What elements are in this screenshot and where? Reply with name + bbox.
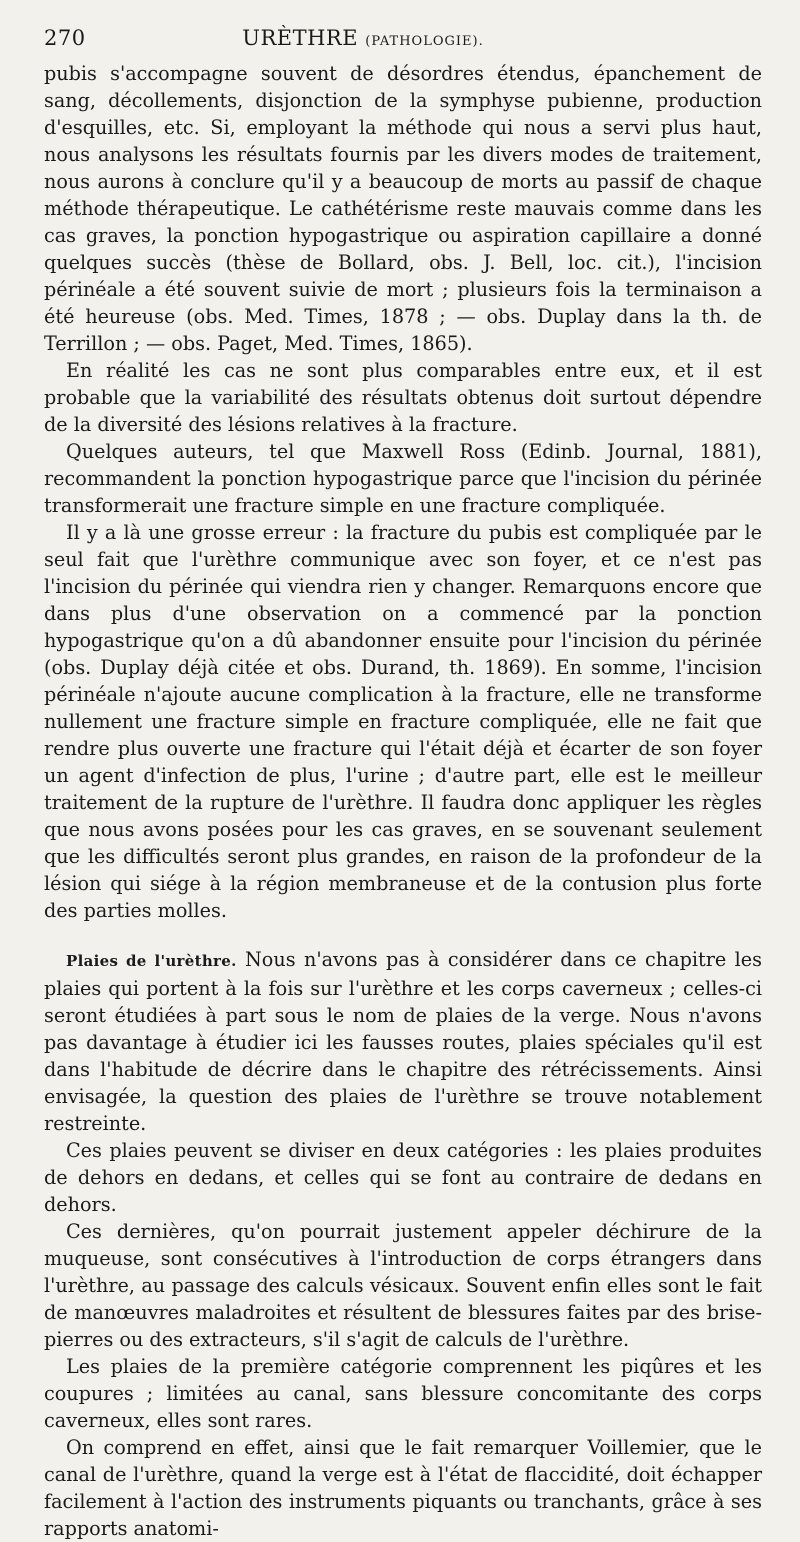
section-intro-text: Nous n'avons pas à considérer dans ce chapitre les plaies qui portent à la fois sur l'urèthre et les corps caverneux ; celles-ci seront étudiées à part sous le nom de plaies de la verge. Nous n'avons pas davantage à étudier ici les fausses routes, plaies spéciales qu'il est dans l'habitude de décrire dans le chapitre des rétrécissements. Ainsi envisagée, la question des plaies de l'urèthre se trouve notablement restreinte. bbox=[44, 948, 762, 1135]
paragraph: Quelques auteurs, tel que Maxwell Ross (Edinb. Journal, 1881), recommandent la ponction hypogastrique parce que l'incision du périnée transformerait une fracture simple en une fracture compliquée. bbox=[44, 440, 762, 517]
paragraph: Ces plaies peuvent se diviser en deux catégories : les plaies produites de dehors en dedans, et celles qui se font au contraire de dedans en dehors. bbox=[44, 1139, 762, 1216]
section-divider-space bbox=[44, 924, 762, 946]
running-head-title: URÈTHRE bbox=[242, 26, 359, 50]
running-head-subtitle: (PATHOLOGIE). bbox=[365, 34, 484, 49]
page-number: 270 bbox=[44, 26, 86, 50]
paragraph: En réalité les cas ne sont plus comparables entre eux, et il est probable que la variabilité des résultats obtenus doit surtout dépendre de la diversité des lésions relatives à la fracture. bbox=[44, 359, 762, 436]
paragraph: Ces dernières, qu'on pourrait justement appeler déchirure de la muqueuse, sont consécutives à l'introduction de corps étrangers dans l'urèthre, au passage des calculs vésicaux. Souvent enfin elles sont le fait de manœuvres maladroites et résultent de blessures faites par des brise-pierres ou des extracteurs, s'il s'agit de calculs de l'urèthre. bbox=[44, 1220, 762, 1351]
body-text bbox=[44, 60, 762, 1542]
paragraph: Les plaies de la première catégorie comprennent les piqûres et les coupures ; limitées au canal, sans blessure concomitante des corps caverneux, elles sont rares. bbox=[44, 1355, 762, 1432]
section-first-paragraph bbox=[44, 946, 762, 1137]
running-head bbox=[104, 26, 702, 50]
paragraph: pubis s'accompagne souvent de désordres étendus, épanchement de sang, décollements, disjonction de la symphyse pubienne, production d'esquilles, etc. Si, employant la méthode qui nous a servi plus haut, nous analysons les résultats fournis par les divers modes de traitement, nous aurons à conclure qu'il y a beaucoup de morts au passif de chaque méthode thérapeutique. Le cathétérisme reste mauvais comme dans les cas graves, la ponction hypogastrique ou aspiration capillaire a donné quelques succès (thèse de Bollard, obs. J. Bell, loc. cit.), l'incision périnéale a été souvent suivie de mort ; plusieurs fois la terminaison a été heureuse (obs. Med. Times, 1878 ; — obs. Duplay dans la th. de Terrillon ; — obs. Paget, Med. Times, 1865). bbox=[44, 62, 762, 355]
paragraph: Il y a là une grosse erreur : la fracture du pubis est compliquée par le seul fait que l'urèthre communique avec son foyer, et ce n'est pas l'incision du périnée qui viendra rien y changer. Remarquons encore que dans plus d'une observation on a commencé par la ponction hypogastrique qu'on a dû abandonner ensuite pour l'incision du périnée (obs. Duplay déjà citée et obs. Durand, th. 1869). En somme, l'incision périnéale n'ajoute aucune complication à la fracture, elle ne transforme nullement une fracture simple en fracture compliquée, elle ne fait que rendre plus ouverte une fracture qui l'était déjà et écarter de son foyer un agent d'infection de plus, l'urine ; d'autre part, elle est le meilleur traitement de la rupture de l'urèthre. Il faudra donc appliquer les règles que nous avons posées pour les cas graves, en se souvenant seulement que les difficultés seront plus grandes, en raison de la profondeur de la lésion qui siége à la région membraneuse et de la contusion plus forte des parties molles. bbox=[44, 521, 762, 922]
paragraph: On comprend en effet, ainsi que le fait remarquer Voillemier, que le canal de l'urèthre, quand la verge est à l'état de flaccidité, doit échapper facilement à l'action des instruments piquants ou tranchants, grâce à ses rapports anatomi- bbox=[44, 1436, 762, 1540]
page-header bbox=[44, 26, 762, 50]
section-heading: Plaies de l'urèthre. bbox=[66, 952, 237, 970]
